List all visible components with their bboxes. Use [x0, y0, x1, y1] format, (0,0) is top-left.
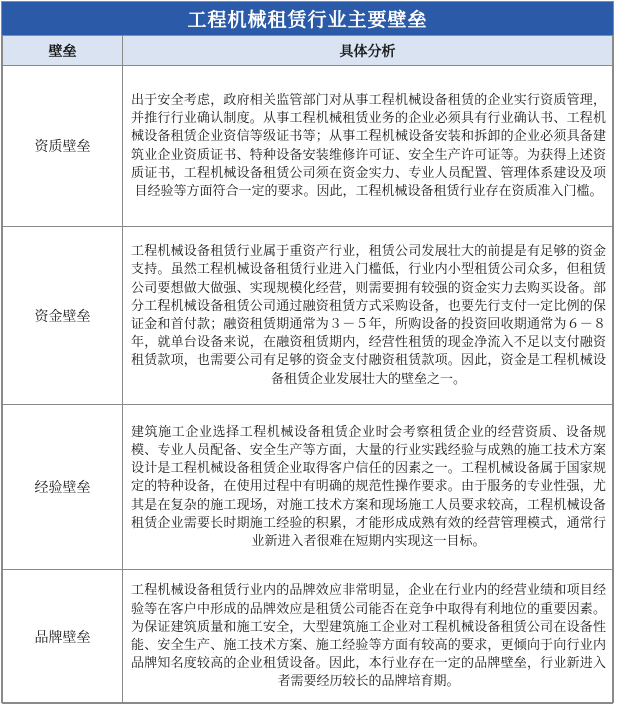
barrier-analysis: 工程机械设备租赁行业属于重资产行业，租赁公司发展壮大的前提是有足够的资金支持。虽然工程机械设备租赁行业进入门槛低，行业内小型租赁公司众多，但租赁公司要想做大做强、实现规模化经营，则需要拥有较强的资金实力去购买设备。部分工程机械设备租赁公司通过融资租赁方式采购设备，也要先行支付一定比例的保证金和首付款；融资租赁期通常为３－５年，所购设备的投资回收期通常为６－８年，就单台设备来说，在融资租赁期内，经营性租赁的现金净流入不足以支付融资租赁款项，也需要公司有足够的资金支付融资租赁款项。因此，资金是工程机械设备租赁企业发展壮大的壁垒之一。 — [123, 227, 613, 405]
barrier-name: 资金壁垒 — [3, 227, 123, 405]
table-row — [3, 570, 613, 704]
barrier-analysis: 建筑施工企业选择工程机械设备租赁企业时会考察租赁企业的经营资质、设备规模、专业人员配备、安全生产等方面，大量的行业实践经验与成熟的施工技术方案设计是工程机械设备租赁企业取得客户信任的因素之一。工程机械设备属于国家规定的特种设备，在使用过程中有明确的规范性操作要求。由于服务的专业性强，尤其是在复杂的施工现场，对施工技术方案和现场施工人员要求较高，工程机械设备租赁企业需要长时期施工经验的积累，才能形成成熟有效的经营管理模式，通常行业新进入者很难在短期内实现这一目标。 — [123, 405, 613, 570]
barrier-table — [2, 35, 613, 704]
barrier-analysis: 出于安全考虑，政府相关监管部门对从事工程机械设备租赁的企业实行资质管理，并推行行业确认制度。从事工程机械租赁业务的企业必须具有行业确认书、工程机械设备租赁企业资信等级证书等；从事工程机械设备安装和拆卸的企业必须具备建筑业企业资质证书、特种设备安装维修许可证、安全生产许可证等。为获得上述资质证书，工程机械设备租赁公司须在资金实力、专业人员配置、管理体系建设及项目经验等方面符合一定的要求。因此，工程机械设备租赁行业存在资质准入门槛。 — [123, 66, 613, 227]
barrier-name: 品牌壁垒 — [3, 570, 123, 704]
table-row — [3, 227, 613, 405]
barrier-name: 经验壁垒 — [3, 405, 123, 570]
barrier-table-frame — [1, 1, 614, 703]
barrier-analysis: 工程机械设备租赁行业内的品牌效应非常明显，企业在行业内的经营业绩和项目经验等在客户中形成的品牌效应是租赁公司能否在竞争中取得有利地位的重要因素。为保证建筑质量和施工安全，大型建筑施工企业对工程机械设备租赁公司在设备性能、安全生产、施工技术方案、施工经验等方面有较高的要求，更倾向于向行业内品牌知名度较高的企业租赁设备。因此，本行业存在一定的品牌壁垒，行业新进入者需要经历较长的品牌培育期。 — [123, 570, 613, 704]
header-barrier: 壁垒 — [3, 36, 123, 66]
table-row — [3, 405, 613, 570]
barrier-name: 资质壁垒 — [3, 66, 123, 227]
table-row — [3, 66, 613, 227]
table-title: 工程机械租赁行业主要壁垒 — [2, 2, 613, 35]
header-analysis: 具体分析 — [123, 36, 613, 66]
header-row — [3, 36, 613, 66]
